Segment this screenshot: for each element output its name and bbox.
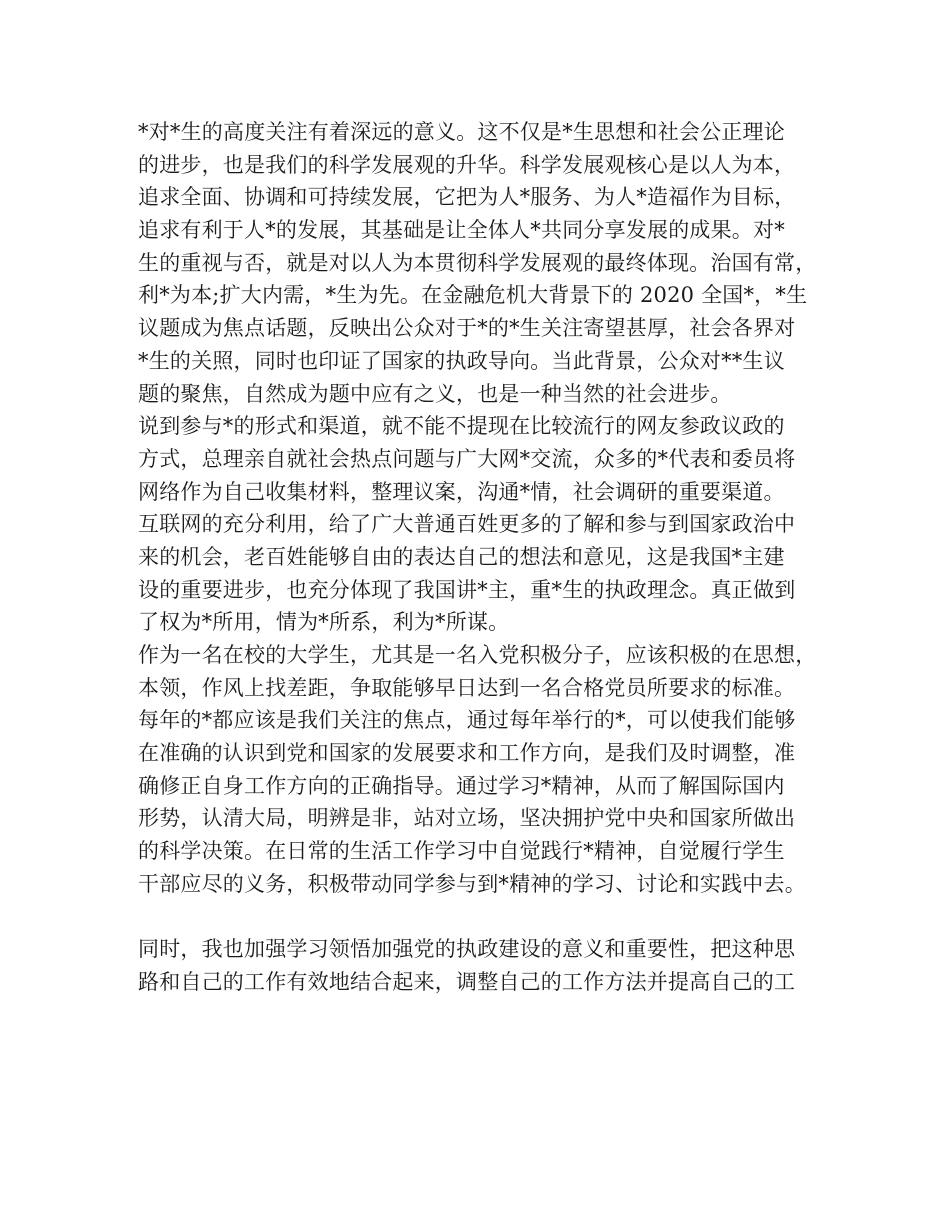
text-line: 作为一名在校的大学生，尤其是一名入党积极分子，应该积极的在思想， [138,643,817,667]
paragraph-4 [138,933,828,998]
text-line: 每年的*都应该是我们关注的焦点，通过每年举行的*，可以使我们能够 [138,708,796,733]
text-line: 追求全面、协调和可持续发展，它把为人*服务、为人*造福作为目标， [138,185,796,210]
text-line: 议题成为焦点话题，反映出公众对于*的*生关注寄望甚厚，社会各界对 [138,316,796,341]
text-line: 来的机会，老百姓能够自由的表达自己的想法和意见，这是我国*主建 [138,544,785,569]
text-line: 的进步，也是我们的科学发展观的升华。科学发展观核心是以人为本， [138,152,796,177]
text-line: *对*生的高度关注有着深远的意义。这不仅是*生思想和社会公正理论 [138,120,785,144]
text-line: 追求有利于人*的发展，其基础是让全体人*共同分享发展的成果。对* [138,218,785,243]
text-line: 方式，总理亲自就社会热点问题与广大网*交流，众多的*代表和委员将 [138,446,796,471]
text-line: 确修正自身工作方向的正确指导。通过学习*精神，从而了解国际国内 [138,773,785,798]
text-line: 同时，我也加强学习领悟加强党的执政建设的意义和重要性，把这种思 [138,937,796,962]
text-line: 生的重视与否，就是对以人为本贯彻科学发展观的最终体现。治国有常， [138,250,817,275]
text-line: 本领，作风上找差距，争取能够早日达到一名合格党员所要求的标准。 [138,675,796,700]
paragraph-spacer [138,901,828,934]
text-line: 题的聚焦，自然成为题中应有之义，也是一种当然的社会进步。 [138,381,732,406]
text-line: 的科学决策。在日常的生活工作学习中自觉践行*精神，自觉履行学生 [138,839,785,864]
document-page [138,116,828,999]
text-line: 设的重要进步，也充分体现了我国讲*主，重*生的执政理念。真正做到 [138,577,796,602]
paragraph-2 [138,410,828,639]
text-line: 网络作为自己收集材料，整理议案，沟通*情，社会调研的重要渠道。 [138,479,785,504]
text-line: 干部应尽的义务，积极带动同学参与到*精神的学习、讨论和实践中去。 [138,871,806,896]
text-line: 互联网的充分利用，给了广大普通百姓更多的了解和参与到国家政治中 [138,512,796,537]
text-line: *生的关照，同时也印证了国家的执政导向。当此背景，公众对**生议 [138,348,785,373]
text-line: 路和自己的工作有效地结合起来，调整自己的工作方法并提高自己的工 [138,969,796,994]
text-line: 说到参与*的形式和渠道，就不能不提现在比较流行的网友参政议政的 [138,414,785,439]
text-line: 了权为*所用，情为*所系，利为*所谋。 [138,610,510,635]
text-line: 在准确的认识到党和国家的发展要求和工作方向，是我们及时调整，准 [138,741,796,766]
paragraph-3 [138,639,828,901]
paragraph-1 [138,116,828,410]
text-line: 利*为本;扩大内需，*生为先。在金融危机大背景下的 2020 全国*，*生 [138,283,808,308]
text-line: 形势，认清大局，明辨是非，站对立场，坚决拥护党中央和国家所做出 [138,806,796,831]
